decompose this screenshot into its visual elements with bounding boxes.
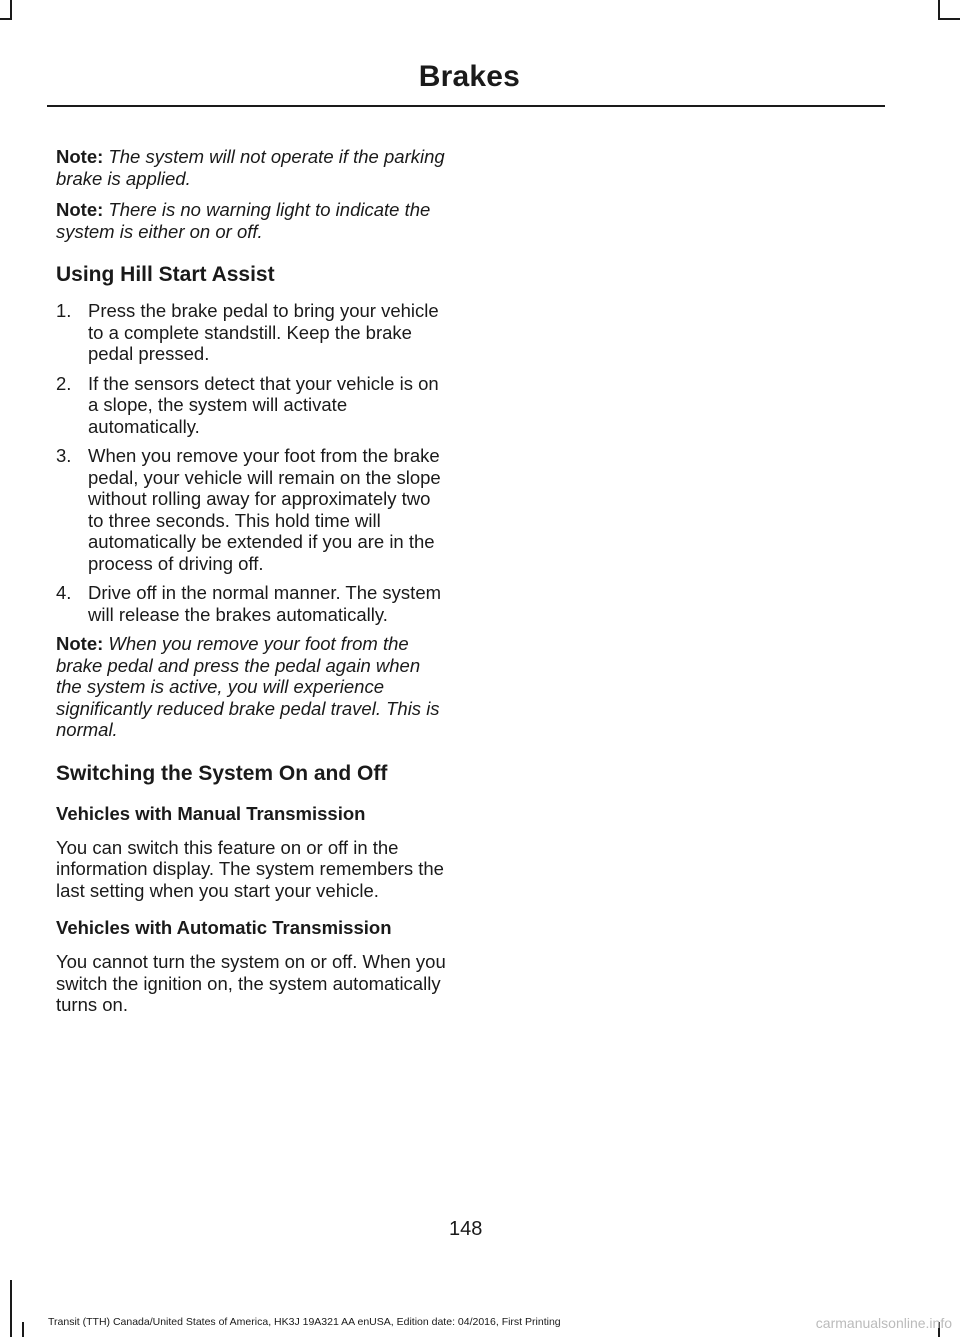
- subsection-heading: Vehicles with Manual Transmission: [56, 802, 366, 824]
- paragraph: You cannot turn the system on or off. When you switch the ignition on, the system automatically turns on.: [56, 951, 446, 1015]
- list-item: [56, 445, 448, 574]
- note: [56, 199, 448, 242]
- crop-mark: [10, 1280, 12, 1337]
- section-heading: Using Hill Start Assist: [56, 263, 275, 286]
- step-number: 4.: [56, 582, 72, 603]
- list-item: [56, 300, 448, 365]
- note-label: Note:: [56, 199, 104, 220]
- step-text: Drive off in the normal manner. The system will release the brakes automatically.: [88, 582, 442, 625]
- crop-mark: [938, 18, 960, 20]
- step-text: Press the brake pedal to bring your vehicle to a complete standstill. Keep the brake pedal pressed.: [88, 300, 439, 364]
- note-label: Note:: [56, 146, 104, 167]
- crop-mark: [22, 1322, 24, 1337]
- step-number: 2.: [56, 372, 72, 394]
- note-text: The system will not operate if the parking brake is applied.: [56, 146, 445, 189]
- steps-list: [56, 300, 448, 625]
- page-number: 148: [449, 1218, 483, 1240]
- step-number: 3.: [56, 445, 72, 466]
- step-text: When you remove your foot from the brake pedal, your vehicle will remain on the slope without rolling away for approximately two to three seconds. This hold time will automatically be extended if you are in the process of driving off.: [88, 445, 441, 574]
- content-column: [56, 146, 448, 1026]
- note-text: When you remove your foot from the brake pedal and press the pedal again when the system is active, you will experience significantly reduced brake pedal travel. This is normal.: [56, 633, 440, 740]
- subsection-heading: Vehicles with Automatic Transmission: [56, 917, 392, 938]
- page-title: Brakes: [418, 60, 520, 93]
- watermark: carmanualsonline.info: [815, 1315, 952, 1331]
- paragraph: You can switch this feature on or off in the information display. The system remembers the last setting when you start your vehicle.: [56, 836, 444, 901]
- note-text: There is no warning light to indicate the system is either on or off.: [56, 199, 431, 242]
- step-number: 1.: [56, 300, 72, 321]
- note: [56, 146, 448, 189]
- header-divider: [47, 105, 885, 107]
- list-item: [56, 373, 448, 438]
- note: [56, 633, 448, 741]
- step-text: If the sensors detect that your vehicle is on a slope, the system will activate automatically.: [88, 372, 439, 437]
- section-heading: Switching the System On and Off: [56, 761, 388, 785]
- crop-mark: [10, 0, 12, 20]
- footer-text: Transit (TTH) Canada/United States of America, HK3J 19A321 AA enUSA, Edition date: 04/2016, First Printing: [48, 1316, 561, 1328]
- crop-mark: [938, 0, 940, 20]
- list-item: [56, 582, 448, 625]
- note-label: Note:: [56, 633, 104, 654]
- crop-mark: [0, 18, 12, 20]
